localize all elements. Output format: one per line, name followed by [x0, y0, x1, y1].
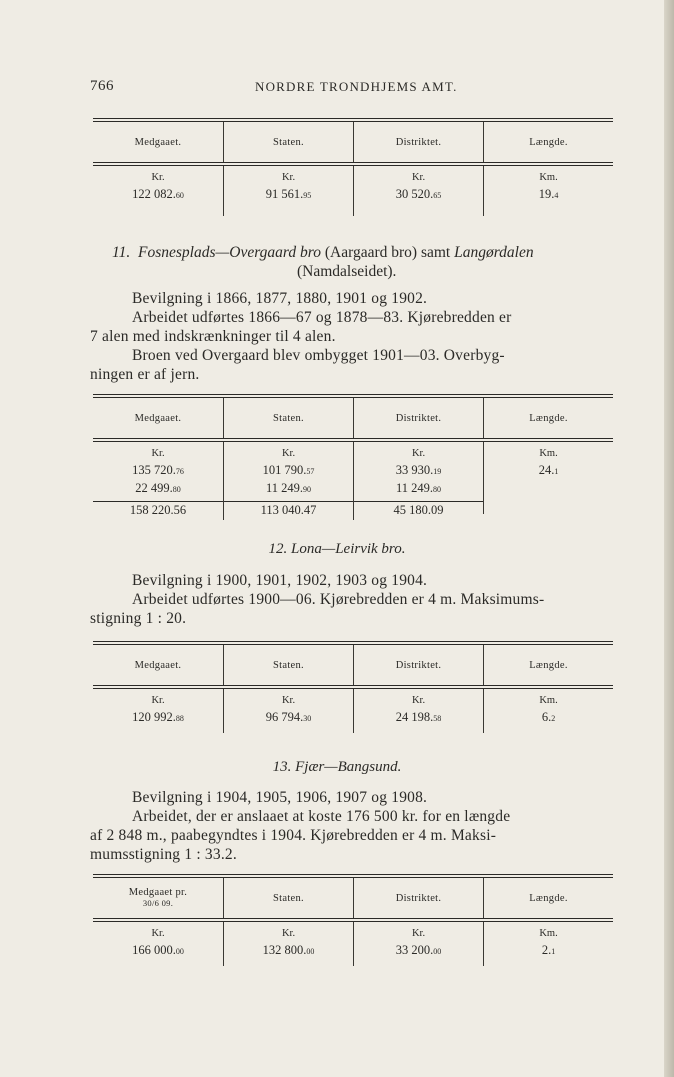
header-laengde: Længde. — [483, 645, 613, 685]
section-number: 11. — [112, 244, 131, 261]
unit-kr: Kr. — [151, 695, 165, 706]
cell: 135 720.76 — [132, 463, 184, 477]
paragraph: Arbeidet, der er anslaaet at koste 176 500 kr. for en længde — [132, 808, 511, 825]
paragraph: Arbeidet udførtes 1900—06. Kjørebredden er 4 m. Maksimums- — [132, 591, 545, 608]
unit-kr: Kr. — [281, 928, 296, 939]
table-header-row — [93, 398, 613, 438]
paragraph: Broen ved Overgaard blev ombygget 1901—03. Overbyg- — [132, 347, 505, 364]
cell-distriktet: 33 200.00 — [395, 943, 442, 957]
unit-kr: Kr. — [411, 695, 426, 706]
unit-kr: Kr. — [411, 448, 426, 459]
route-name: Fosnesplads—Overgaard bro — [137, 244, 321, 261]
table-1 — [93, 118, 613, 216]
page-number: 766 — [90, 78, 114, 94]
table-2 — [93, 394, 613, 520]
paragraph-cont: af 2 848 m., paabegyndtes i 1904. Kjørebredden er 4 m. Maksi- — [90, 827, 497, 844]
unit-kr: Kr. — [151, 928, 165, 939]
cell: 101 790.57 — [262, 463, 315, 477]
cell-medgaaet: 122 082.60 — [132, 187, 184, 201]
cell-staten: 96 794.30 — [265, 710, 312, 724]
total-cell: 158 220.56 — [93, 501, 223, 520]
header-distriktet: Distriktet. — [353, 122, 483, 162]
header-distriktet: Distriktet. — [353, 878, 483, 918]
table-4 — [93, 874, 613, 966]
table-3 — [93, 641, 613, 733]
header-staten: Staten. — [223, 398, 353, 438]
cell-staten: 132 800.00 — [262, 943, 315, 957]
unit-km: Km. — [539, 695, 558, 706]
paragraph-cont: stigning 1 : 20. — [90, 610, 187, 627]
route-name-b: Langørdalen — [454, 244, 534, 261]
table-row — [93, 689, 613, 733]
header-laengde: Længde. — [483, 122, 613, 162]
header-laengde: Længde. — [483, 878, 613, 918]
unit-km: Km. — [539, 172, 558, 183]
unit-kr: Kr. — [411, 928, 426, 939]
total-cell: 45 180.09 — [354, 501, 483, 520]
table-row — [93, 922, 613, 966]
section-12-title: 12. Lona—Leirvik bro. — [268, 541, 406, 557]
header-distriktet: Distriktet. — [353, 645, 483, 685]
cell: 33 930.19 — [395, 463, 442, 477]
paragraph-cont: mumsstigning 1 : 33.2. — [90, 846, 237, 863]
cell: 11 249.90 — [265, 481, 312, 495]
header-laengde: Længde. — [483, 398, 613, 438]
section-13-text — [90, 788, 617, 864]
unit-kr: Kr. — [281, 695, 296, 706]
cell-distriktet: 30 520.65 — [395, 187, 442, 201]
unit-kr: Kr. — [411, 172, 426, 183]
unit-kr: Kr. — [281, 448, 296, 459]
cell: 11 249.80 — [395, 481, 442, 495]
section-12-text — [90, 571, 617, 628]
route-paren: (Aargaard bro) samt — [324, 244, 451, 261]
cell: 22 499.80 — [135, 481, 181, 495]
page-edge — [664, 0, 674, 1077]
cell-laengde: 6.2 — [541, 710, 556, 724]
paragraph: Bevilgning i 1900, 1901, 1902, 1903 og 1904. — [132, 572, 428, 589]
header-distriktet: Distriktet. — [353, 398, 483, 438]
page-header — [90, 78, 610, 98]
table-header-row — [93, 645, 613, 685]
paragraph-cont: ningen er af jern. — [90, 366, 200, 383]
section-13-title: 13. Fjær—Bangsund. — [272, 759, 402, 775]
total-cell: 113 040.47 — [224, 501, 353, 520]
cell-medgaaet: 166 000.00 — [132, 943, 184, 957]
route-location: (Namdalseidet). — [297, 263, 397, 280]
cell-laengde: 2.1 — [541, 943, 556, 957]
header-date: 30/6 09. — [142, 898, 174, 908]
header-staten: Staten. — [223, 122, 353, 162]
header-medgaaet: Medgaaet. — [134, 412, 182, 424]
table-header-row — [93, 122, 613, 162]
header-medgaaet-pr: Medgaaet pr. 30/6 09. — [128, 887, 188, 908]
cell: 24.1 — [538, 463, 559, 477]
paragraph: Bevilgning i 1904, 1905, 1906, 1907 og 1908. — [132, 789, 428, 806]
unit-kr: Kr. — [151, 172, 165, 183]
header-medgaaet: Medgaaet. — [134, 659, 182, 671]
paragraph: Arbeidet udførtes 1866—67 og 1878—83. Kjørebredden er — [132, 309, 512, 326]
header-staten: Staten. — [223, 645, 353, 685]
section-11-text — [90, 289, 617, 384]
paragraph: Bevilgning i 1866, 1877, 1880, 1901 og 1902. — [132, 290, 428, 307]
running-title: NORDRE TRONDHJEMS AMT. — [255, 79, 458, 94]
unit-km: Km. — [539, 448, 558, 459]
section-11-title — [112, 243, 620, 281]
table-header-row — [93, 878, 613, 918]
header-medgaaet: Medgaaet. — [134, 136, 182, 148]
header-staten: Staten. — [223, 878, 353, 918]
paragraph-cont: 7 alen med indskrænkninger til 4 alen. — [90, 328, 336, 345]
cell-distriktet: 24 198.58 — [395, 710, 442, 724]
cell-laengde: 19.4 — [538, 187, 559, 201]
table-row — [93, 166, 613, 216]
cell-staten: 91 561.95 — [265, 187, 312, 201]
unit-km: Km. — [539, 928, 558, 939]
unit-kr: Kr. — [281, 172, 296, 183]
table-body — [93, 442, 613, 520]
cell-medgaaet: 120 992.88 — [132, 710, 184, 724]
unit-kr: Kr. — [151, 448, 165, 459]
